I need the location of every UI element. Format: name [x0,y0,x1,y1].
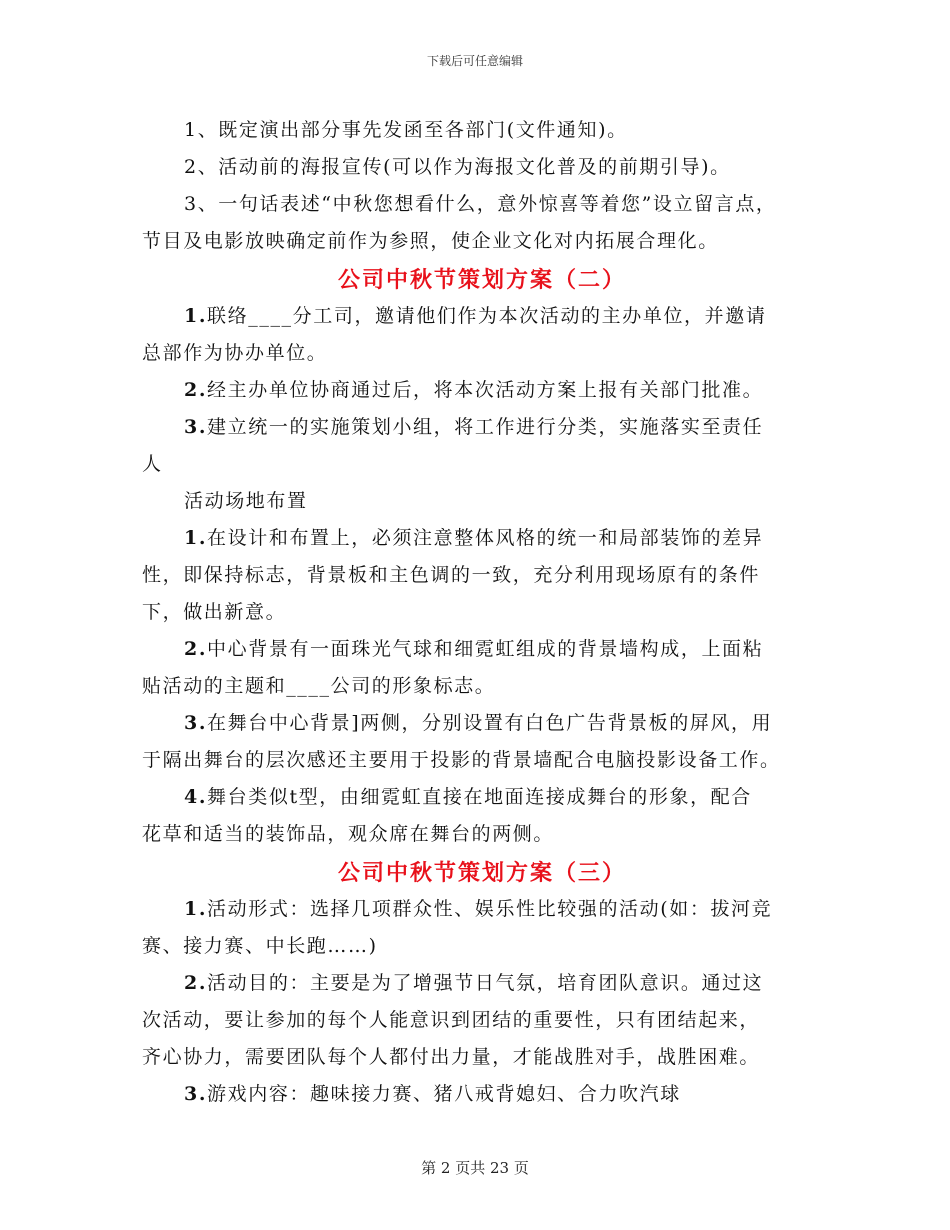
layout-item-1-cont-1: 性，即保持标志，背景板和主色调的一致，充分利用现场原有的条件 [142,564,761,586]
s3-item-3-number: 3. [184,1083,208,1105]
s2-item-1-cont: 总部作为协办单位。 [142,342,328,364]
s2-item-2-number: 2. [184,379,208,401]
layout-item-4-cont: 花草和适当的装饰品，观众席在舞台的两侧。 [142,823,555,845]
intro-line-1: 1、既定演出部分事先发函至各部门(文件通知)。 [184,119,628,141]
s2-item-1-text: 联络____分工司，邀请他们作为本次活动的主办单位，并邀请 [207,305,767,327]
s2-item-2 [142,372,822,409]
s2-item-3-text: 建立统一的实施策划小组，将工作进行分类，实施落实至责任 [207,416,764,438]
layout-item-1 [142,520,822,557]
s2-subheading: 活动场地布置 [184,490,308,512]
s3-item-1 [142,891,822,928]
s2-item-3-cont: 人 [142,453,163,475]
s3-item-1-number: 1. [184,898,208,920]
layout-item-1-number: 1. [184,527,208,549]
layout-item-3-cont: 于隔出舞台的层次感还主要用于投影的背景墙配合电脑投影设备工作。 [142,749,781,771]
s2-item-2-text: 经主办单位协商通过后，将本次活动方案上报有关部门批准。 [207,379,764,401]
layout-item-2-cont: 贴活动的主题和____公司的形象标志。 [142,675,496,697]
layout-item-4-number: 4. [184,786,208,808]
s2-item-1 [142,298,822,335]
layout-item-4 [142,779,822,816]
s3-item-3-text: 游戏内容：趣味接力赛、猪八戒背媳妇、合力吹汽球 [207,1083,681,1105]
section-3-title: 公司中秋节策划方案（三） [337,860,626,886]
layout-item-1-cont-2: 下，做出新意。 [142,601,287,623]
layout-item-3-number: 3. [184,712,208,734]
s3-item-2-cont-1: 次活动，要让参加的每个人能意识到团结的重要性，只有团结起来， [142,1009,761,1031]
layout-item-3 [142,705,822,742]
s2-item-3 [142,409,822,446]
intro-line-3: 3、一句话表述“中秋您想看什么，意外惊喜等着您”设立留言点， [184,193,777,215]
section-2-title: 公司中秋节策划方案（二） [337,267,626,293]
s3-item-3 [142,1076,822,1113]
intro-line-2: 2、活动前的海报宣传(可以作为海报文化普及的前期引导)。 [184,156,731,178]
s3-item-1-text: 活动形式：选择几项群众性、娱乐性比较强的活动(如：拔河竞 [207,898,773,920]
s3-item-2-text: 活动目的：主要是为了增强节日气氛，培育团队意识。通过这 [207,972,764,994]
layout-item-1-text: 在设计和布置上，必须注意整体风格的统一和局部装饰的差异 [207,527,764,549]
layout-item-2-number: 2. [184,638,208,660]
s3-item-2-cont-2: 齐心协力，需要团队每个人都付出力量，才能战胜对手，战胜困难。 [142,1046,761,1068]
layout-item-4-text: 舞台类似t型，由细霓虹直接在地面连接成舞台的形象，配合 [207,786,752,808]
layout-item-2-text: 中心背景有一面珠光气球和细霓虹组成的背景墙构成，上面粘 [207,638,764,660]
page-footer: 第 2 页共 23 页 [421,1159,529,1177]
s3-item-2 [142,965,822,1002]
document-body [142,112,822,1113]
layout-item-2 [142,631,822,668]
intro-line-4: 节目及电影放映确定前作为参照，使企业文化对内拓展合理化。 [142,230,719,252]
page-header: 下载后可任意编辑 [426,54,523,68]
layout-item-3-text: 在舞台中心背景]两侧，分别设置有白色广告背景板的屏风，用 [207,712,773,734]
s2-item-1-number: 1. [184,305,208,327]
s3-item-1-cont: 赛、接力赛、中长跑……) [142,935,378,957]
s2-item-3-number: 3. [184,416,208,438]
s3-item-2-number: 2. [184,972,208,994]
